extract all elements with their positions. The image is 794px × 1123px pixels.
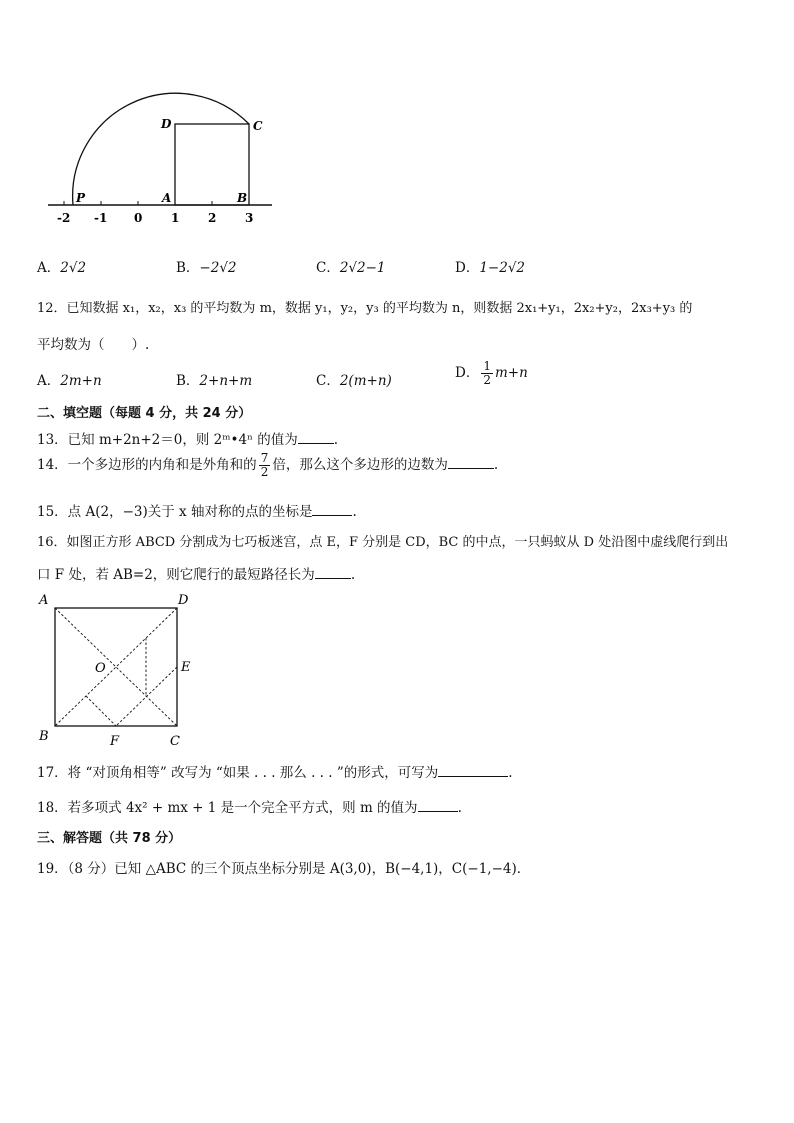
label-c: C (253, 119, 263, 133)
tick-label: 2 (208, 211, 217, 225)
q18: 18．若多项式 4x² + mx + 1 是一个完全平方式，则 m 的值为 . (37, 800, 462, 816)
label-b: B (39, 729, 49, 744)
tick-label: 1 (171, 211, 180, 225)
answer-blank (315, 566, 351, 579)
q16-line2: 口 F 处，若 AB=2，则它爬行的最短路径长为 . (37, 567, 356, 583)
label-d: D (178, 593, 189, 608)
label-d: D (161, 117, 172, 131)
q19: 19．（8 分）已知 △ABC 的三个顶点坐标分别是 A(3,0)，B(−4,1)，C(−1,−4)． (37, 861, 531, 877)
option-a: A．2m+n (37, 373, 102, 389)
q12-line2: 平均数为（ ）. (37, 337, 150, 353)
option-b: B．−2√2 (176, 260, 237, 276)
label-b: B (237, 191, 248, 205)
option-c: C．2√2−1 (316, 260, 386, 276)
option-a: A．2√2 (37, 260, 87, 276)
label-p: P (76, 191, 86, 205)
label-f: F (110, 734, 120, 749)
answer-blank (418, 799, 458, 812)
q17: 17．将 “对顶角相等” 改写为 “如果 . . . 那么 . . . ”的形式，可写为 . (37, 765, 513, 781)
tick-label: -2 (57, 211, 71, 225)
option-d: D．1−2√2 (455, 260, 526, 276)
q14: 14．一个多边形的内角和是外角和的 $\frac{7}{2}$ 倍，那么这个多边形的边数为 . (37, 451, 499, 479)
option-c: C．2(m+n) (316, 373, 392, 389)
label-c: C (170, 734, 180, 749)
q13: 13．已知 m+2n+2＝0，则 2ᵐ•4ⁿ 的值为 . (37, 432, 338, 448)
section-3-heading: 三、解答题（共 78 分） (37, 831, 182, 846)
segment-g (86, 696, 116, 726)
answer-blank (298, 431, 334, 444)
label-o: O (95, 661, 106, 676)
answer-blank (448, 456, 494, 469)
option-b: B．2+n+m (176, 373, 253, 389)
tick-label: 0 (134, 211, 143, 225)
answer-blank (312, 503, 352, 516)
q12-line1: 12．已知数据 x₁，x₂，x₃ 的平均数为 m，数据 y₁，y₂，y₃ 的平均数为 n，则数据 2x₁+y₁，2x₂+y₂，2x₃+y₃ 的 (37, 301, 693, 316)
fraction-half: $\frac{1}{2}$ (483, 359, 491, 387)
arc-pc (73, 93, 249, 205)
segment-ef (116, 667, 177, 726)
option-d: D． $\frac{1}{2}$ m+n (455, 359, 528, 387)
tick-label: 3 (245, 211, 254, 225)
label-a: A (162, 191, 172, 205)
label-e: E (181, 660, 191, 675)
q15: 15．点 A(2，−3)关于 x 轴对称的点的坐标是 . (37, 504, 357, 520)
label-a: A (39, 593, 49, 608)
tick-label: -1 (94, 211, 108, 225)
section-2-heading: 二、填空题（每题 4 分，共 24 分） (37, 406, 252, 421)
tangram-figure (35, 590, 200, 750)
q16-line1: 16．如图正方形 ABCD 分割成为七巧板迷宫，点 E，F 分别是 CD，BC 的中点，一只蚂蚁从 D 处沿图中虚线爬行到出 (37, 535, 729, 550)
fraction-seven-halves: $\frac{7}{2}$ (260, 451, 269, 479)
answer-blank (438, 764, 508, 777)
number-line-figure (40, 90, 280, 225)
